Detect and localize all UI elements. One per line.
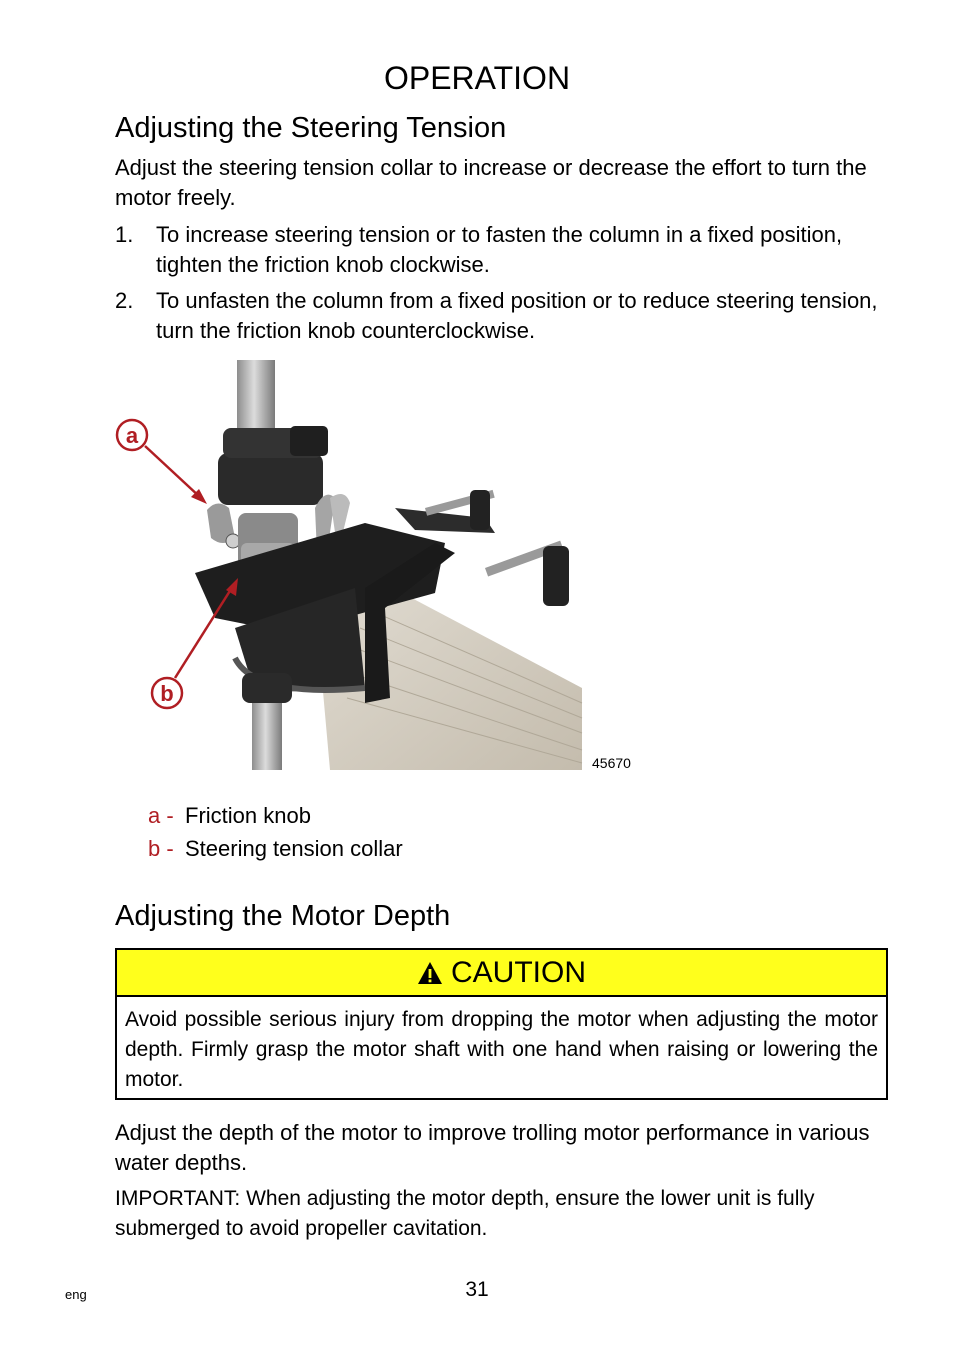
steering-intro: Adjust the steering tension collar to increase or decrease the effort to turn the motor freely.: [115, 155, 867, 210]
warning-icon: [417, 961, 443, 985]
section-title-depth: Adjusting the Motor Depth: [115, 900, 451, 932]
page-number: 31: [465, 1278, 489, 1301]
language-code: eng: [65, 1287, 87, 1302]
figure-number: 45670: [592, 755, 631, 771]
legend-key: b -: [148, 836, 174, 861]
caution-header: [117, 950, 886, 997]
step-text: To increase steering tension or to fasten the column in a fixed position, tighten the friction knob clockwise.: [156, 222, 843, 277]
step-number: 1.: [115, 222, 134, 247]
caution-box: [115, 948, 888, 1100]
callout-a: a: [125, 423, 139, 448]
depth-intro: Adjust the depth of the motor to improve trolling motor performance in various water depths.: [115, 1120, 870, 1175]
step-number: 2.: [115, 288, 134, 313]
caution-message: Avoid possible serious injury from dropping the motor when adjusting the motor depth. Firmly grasp the motor shaft with one hand when raising or lowering the motor.: [125, 1008, 878, 1091]
legend-label: Steering tension collar: [185, 836, 403, 861]
step-1: [115, 220, 890, 280]
chapter-title: OPERATION: [383, 60, 571, 96]
caution-label: CAUTION: [451, 955, 586, 989]
callout-b: b: [160, 681, 174, 706]
legend-label: Friction knob: [185, 803, 311, 828]
legend-key: a -: [148, 803, 174, 828]
legend-item-b: [148, 834, 403, 864]
motor-mount-illustration: [115, 358, 645, 778]
legend-item-a: [148, 801, 311, 831]
section-title-steering: Adjusting the Steering Tension: [115, 112, 507, 144]
step-text: To unfasten the column from a fixed position or to reduce steering tension, turn the friction knob counterclockwise.: [156, 288, 878, 343]
important-note: IMPORTANT: When adjusting the motor depth, ensure the lower unit is fully submerged to avoid propeller cavitation.: [115, 1187, 815, 1240]
step-2: [115, 286, 890, 346]
